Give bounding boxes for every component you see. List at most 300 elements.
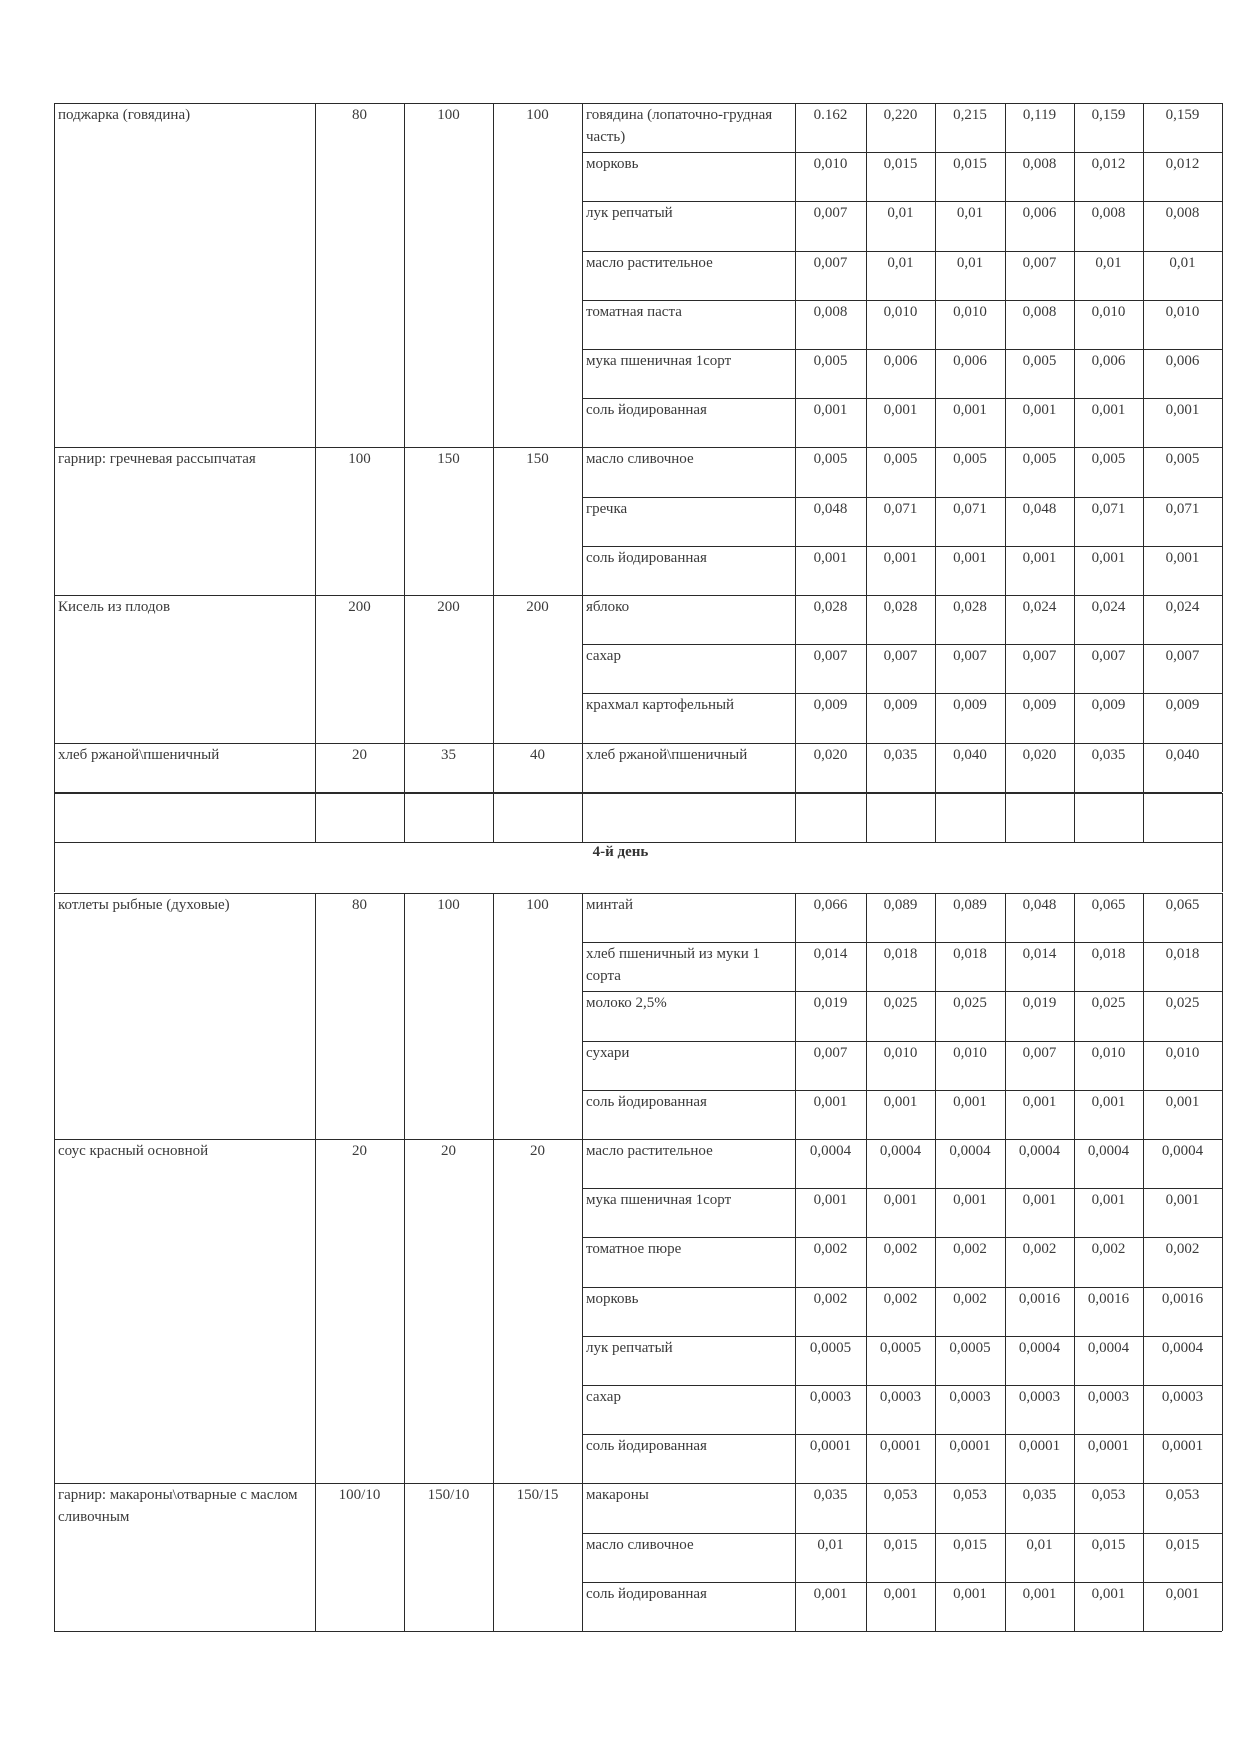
quantity-value: 0,010 bbox=[1165, 1044, 1200, 1061]
quantity-value: 0,019 bbox=[813, 995, 848, 1012]
quantity-value: 0,0001 bbox=[879, 1438, 922, 1455]
quantity-value: 0,01 bbox=[956, 205, 984, 222]
column-divider bbox=[493, 893, 494, 1139]
ingredient-name: яблоко bbox=[586, 599, 630, 615]
quantity-value: 0,015 bbox=[883, 1536, 918, 1553]
quantity-value: 0,007 bbox=[813, 205, 848, 222]
ingredient-name: мука пшеничная 1сорт bbox=[586, 353, 732, 369]
column-divider bbox=[1222, 893, 1223, 1139]
ingredient-name: морковь bbox=[586, 1290, 639, 1307]
quantity-value: 0,0016 bbox=[1161, 1290, 1204, 1307]
quantity-value: 0,0001 bbox=[1087, 1438, 1130, 1455]
row-divider bbox=[582, 1090, 1222, 1091]
quantity-value: 0,002 bbox=[883, 1290, 918, 1307]
quantity-value: 0,001 bbox=[1165, 402, 1200, 419]
column-divider bbox=[935, 893, 936, 1139]
row-divider bbox=[582, 942, 1222, 943]
quantity-value: 0,001 bbox=[1091, 402, 1126, 419]
quantity-value: 0,002 bbox=[883, 1241, 918, 1258]
column-divider bbox=[935, 595, 936, 743]
column-divider bbox=[315, 1139, 316, 1483]
quantity-value: 0,048 bbox=[813, 500, 848, 517]
quantity-value: 0,020 bbox=[813, 746, 848, 763]
quantity-value: 0,020 bbox=[1022, 746, 1057, 763]
ingredient-name: морковь bbox=[586, 156, 639, 173]
row-divider bbox=[582, 201, 1222, 202]
column-divider bbox=[315, 793, 316, 842]
quantity-value: 0,008 bbox=[1022, 156, 1057, 173]
column-divider bbox=[1222, 447, 1223, 595]
quantity-value: 0,01 bbox=[956, 254, 984, 271]
column-divider bbox=[493, 793, 494, 842]
quantity-value: 0,0004 bbox=[809, 1143, 852, 1159]
column-divider bbox=[1143, 793, 1144, 842]
quantity-value: 0,048 bbox=[1022, 897, 1057, 913]
quantity-value: 0,006 bbox=[1022, 205, 1057, 222]
quantity-value: 0,001 bbox=[953, 549, 987, 566]
ingredient-name: масло сливочное bbox=[586, 1536, 694, 1553]
quantity-value: 0,014 bbox=[1022, 946, 1057, 963]
dish-name: хлеб ржаной\пшеничный bbox=[58, 746, 220, 763]
quantity-value: 0,018 bbox=[953, 946, 987, 963]
quantity-value: 0,001 bbox=[1165, 1192, 1200, 1209]
quantity-value: 0,071 bbox=[1165, 500, 1200, 517]
column-divider bbox=[795, 1139, 796, 1483]
quantity-value: 0,015 bbox=[953, 1536, 987, 1553]
quantity-value: 0,0004 bbox=[1087, 1143, 1130, 1159]
quantity-value: 0,009 bbox=[883, 697, 918, 714]
portion-3: 100 bbox=[526, 897, 549, 913]
quantity-value: 0,006 bbox=[1091, 353, 1126, 369]
quantity-value: 0,01 bbox=[1095, 254, 1122, 271]
quantity-value: 0,001 bbox=[883, 549, 918, 566]
quantity-value: 0,0004 bbox=[1161, 1339, 1204, 1356]
portion-3: 100 bbox=[526, 107, 549, 123]
column-divider bbox=[1222, 793, 1223, 842]
ingredient-name: мука пшеничная 1сорт bbox=[586, 1192, 732, 1209]
ingredient-name: макароны bbox=[586, 1487, 649, 1504]
column-divider bbox=[866, 447, 867, 595]
column-divider bbox=[582, 447, 583, 595]
quantity-value: 0,010 bbox=[953, 303, 987, 320]
column-divider bbox=[54, 1139, 55, 1483]
column-divider bbox=[1074, 793, 1075, 842]
quantity-value: 0,005 bbox=[1165, 451, 1200, 468]
quantity-value: 0,001 bbox=[1022, 549, 1057, 566]
quantity-value: 0,053 bbox=[1165, 1487, 1200, 1504]
portion-1: 100/10 bbox=[338, 1487, 381, 1504]
quantity-value: 0,053 bbox=[1091, 1487, 1126, 1504]
row-divider bbox=[54, 793, 1222, 794]
quantity-value: 0,065 bbox=[1165, 897, 1200, 913]
column-divider bbox=[795, 1483, 796, 1631]
quantity-value: 0,0004 bbox=[1018, 1143, 1061, 1159]
column-divider bbox=[1005, 893, 1006, 1139]
quantity-value: 0,025 bbox=[953, 995, 987, 1012]
quantity-value: 0,025 bbox=[1165, 995, 1200, 1012]
quantity-value: 0,035 bbox=[813, 1487, 848, 1504]
column-divider bbox=[54, 103, 55, 447]
column-divider bbox=[315, 893, 316, 1139]
column-divider bbox=[1005, 1483, 1006, 1631]
quantity-value: 0,010 bbox=[1165, 303, 1200, 320]
quantity-value: 0,024 bbox=[1022, 599, 1057, 615]
ingredient-name: сухари bbox=[586, 1044, 630, 1061]
quantity-value: 0,0001 bbox=[809, 1438, 852, 1455]
quantity-value: 0,012 bbox=[1091, 156, 1126, 173]
ingredient-name: минтай bbox=[586, 897, 633, 913]
ingredient-name: лук репчатый bbox=[586, 205, 673, 222]
quantity-value: 0,0001 bbox=[949, 1438, 991, 1455]
quantity-value: 0,01 bbox=[887, 205, 914, 222]
quantity-value: 0,001 bbox=[883, 1585, 918, 1602]
quantity-value: 0,0003 bbox=[1018, 1389, 1061, 1405]
portion-2: 200 bbox=[437, 599, 460, 615]
quantity-value: 0,001 bbox=[813, 549, 848, 566]
row-divider bbox=[582, 1188, 1222, 1189]
quantity-value: 0,007 bbox=[1022, 648, 1057, 665]
ingredient-name: соль йодированная bbox=[586, 1585, 707, 1602]
quantity-value: 0,028 bbox=[813, 599, 848, 615]
column-divider bbox=[315, 103, 316, 447]
column-divider bbox=[866, 1483, 867, 1631]
quantity-value: 0,001 bbox=[953, 1192, 987, 1209]
quantity-value: 0,010 bbox=[883, 303, 918, 320]
quantity-value: 0,01 bbox=[887, 254, 914, 271]
ingredient-name: гречка bbox=[586, 500, 628, 517]
portion-1: 20 bbox=[352, 1143, 367, 1159]
column-divider bbox=[795, 893, 796, 1139]
quantity-value: 0,010 bbox=[1091, 1044, 1126, 1061]
column-divider bbox=[493, 447, 494, 595]
quantity-value: 0,007 bbox=[1022, 1044, 1057, 1061]
column-divider bbox=[866, 595, 867, 743]
column-divider bbox=[866, 793, 867, 842]
quantity-value: 0,001 bbox=[1091, 1192, 1126, 1209]
column-divider bbox=[1074, 1139, 1075, 1483]
quantity-value: 0,006 bbox=[1165, 353, 1200, 369]
ingredient-name: хлеб пшеничный из муки 1 сорта bbox=[586, 946, 761, 985]
row-divider bbox=[582, 152, 1222, 153]
row-divider bbox=[54, 1631, 1222, 1632]
quantity-value: 0,0004 bbox=[879, 1143, 922, 1159]
quantity-value: 0,001 bbox=[1165, 1093, 1200, 1110]
quantity-value: 0,005 bbox=[883, 451, 918, 468]
quantity-value: 0,040 bbox=[1165, 746, 1200, 763]
quantity-value: 0,002 bbox=[1022, 1241, 1057, 1258]
quantity-value: 0,215 bbox=[953, 107, 987, 123]
quantity-value: 0,008 bbox=[1022, 303, 1057, 320]
column-divider bbox=[1143, 1139, 1144, 1483]
row-divider bbox=[582, 1385, 1222, 1386]
column-divider bbox=[1222, 1483, 1223, 1631]
quantity-value: 0,001 bbox=[1091, 1585, 1126, 1602]
quantity-value: 0,015 bbox=[883, 156, 918, 173]
quantity-value: 0,007 bbox=[813, 648, 848, 665]
quantity-value: 0,053 bbox=[953, 1487, 987, 1504]
quantity-value: 0,001 bbox=[883, 402, 918, 419]
column-divider bbox=[582, 1139, 583, 1483]
column-divider bbox=[404, 595, 405, 743]
ingredient-name: лук репчатый bbox=[586, 1339, 673, 1356]
quantity-value: 0,001 bbox=[1022, 1192, 1057, 1209]
column-divider bbox=[315, 447, 316, 595]
quantity-value: 0,015 bbox=[953, 156, 987, 173]
column-divider bbox=[315, 595, 316, 743]
dish-name: гарнир: макароны\отварные с маслом сливочным bbox=[58, 1487, 298, 1526]
quantity-value: 0,220 bbox=[883, 107, 918, 123]
portion-2: 150/10 bbox=[427, 1487, 470, 1504]
quantity-value: 0,001 bbox=[953, 402, 987, 419]
quantity-value: 0,0003 bbox=[949, 1389, 991, 1405]
column-divider bbox=[795, 447, 796, 595]
column-divider bbox=[1074, 103, 1075, 447]
portion-1: 20 bbox=[352, 746, 367, 763]
quantity-value: 0,071 bbox=[883, 500, 918, 517]
quantity-value: 0,089 bbox=[883, 897, 918, 913]
row-divider bbox=[54, 842, 1222, 843]
quantity-value: 0,006 bbox=[883, 353, 918, 369]
quantity-value: 0,01 bbox=[817, 1536, 844, 1553]
column-divider bbox=[1222, 103, 1223, 447]
quantity-value: 0,010 bbox=[1091, 303, 1126, 320]
quantity-value: 0,001 bbox=[813, 1585, 848, 1602]
quantity-value: 0,159 bbox=[1091, 107, 1126, 123]
column-divider bbox=[935, 793, 936, 842]
quantity-value: 0,0003 bbox=[1087, 1389, 1130, 1405]
quantity-value: 0,007 bbox=[813, 1044, 848, 1061]
quantity-value: 0,001 bbox=[813, 1093, 848, 1110]
dish-name: поджарка (говядина) bbox=[58, 107, 191, 123]
column-divider bbox=[1074, 743, 1075, 792]
column-divider bbox=[493, 595, 494, 743]
column-divider bbox=[54, 743, 55, 792]
quantity-value: 0,007 bbox=[1022, 254, 1057, 271]
dish-name: соус красный основной bbox=[58, 1143, 209, 1159]
column-divider bbox=[866, 103, 867, 447]
ingredient-name: масло растительное bbox=[586, 254, 713, 271]
quantity-value: 0,035 bbox=[883, 746, 918, 763]
column-divider bbox=[795, 595, 796, 743]
quantity-value: 0,002 bbox=[813, 1290, 848, 1307]
column-divider bbox=[1074, 447, 1075, 595]
column-divider bbox=[493, 1139, 494, 1483]
column-divider bbox=[493, 103, 494, 447]
column-divider bbox=[54, 1483, 55, 1631]
column-divider bbox=[404, 743, 405, 792]
quantity-value: 0,008 bbox=[1165, 205, 1200, 222]
column-divider bbox=[1222, 743, 1223, 792]
quantity-value: 0,007 bbox=[953, 648, 987, 665]
portion-2: 35 bbox=[441, 746, 456, 763]
portion-2: 100 bbox=[437, 107, 460, 123]
quantity-value: 0,089 bbox=[953, 897, 987, 913]
quantity-value: 0,035 bbox=[1022, 1487, 1057, 1504]
quantity-value: 0,007 bbox=[813, 254, 848, 271]
column-divider bbox=[1005, 447, 1006, 595]
quantity-value: 0,009 bbox=[1091, 697, 1126, 714]
quantity-value: 0,024 bbox=[1091, 599, 1126, 615]
quantity-value: 0,01 bbox=[1026, 1536, 1053, 1553]
ingredient-name: молоко 2,5% bbox=[586, 995, 667, 1012]
column-divider bbox=[1222, 1139, 1223, 1483]
column-divider bbox=[1074, 1483, 1075, 1631]
column-divider bbox=[1005, 793, 1006, 842]
quantity-value: 0,0004 bbox=[1087, 1339, 1130, 1356]
quantity-value: 0,0005 bbox=[809, 1339, 852, 1356]
portion-2: 100 bbox=[437, 897, 460, 913]
row-divider bbox=[582, 300, 1222, 301]
ingredient-name: соль йодированная bbox=[586, 549, 707, 566]
quantity-value: 0,018 bbox=[1091, 946, 1126, 963]
quantity-value: 0,019 bbox=[1022, 995, 1057, 1012]
quantity-value: 0,002 bbox=[813, 1241, 848, 1258]
row-divider bbox=[582, 1434, 1222, 1435]
quantity-value: 0,071 bbox=[953, 500, 987, 517]
quantity-value: 0,0016 bbox=[1018, 1290, 1061, 1307]
row-divider bbox=[582, 398, 1222, 399]
column-divider bbox=[1005, 743, 1006, 792]
column-divider bbox=[54, 447, 55, 595]
row-divider bbox=[582, 644, 1222, 645]
ingredient-name: сахар bbox=[586, 1389, 621, 1405]
column-divider bbox=[404, 1139, 405, 1483]
quantity-value: 0,0003 bbox=[809, 1389, 852, 1405]
quantity-value: 0,005 bbox=[813, 451, 848, 468]
dish-name: котлеты рыбные (духовые) bbox=[58, 897, 230, 913]
quantity-value: 0,001 bbox=[813, 1192, 848, 1209]
ingredient-name: масло растительное bbox=[586, 1143, 713, 1159]
quantity-value: 0,0005 bbox=[879, 1339, 922, 1356]
quantity-value: 0,005 bbox=[1022, 451, 1057, 468]
quantity-value: 0,005 bbox=[1091, 451, 1126, 468]
quantity-value: 0,119 bbox=[1022, 107, 1057, 123]
column-divider bbox=[582, 743, 583, 792]
quantity-value: 0,0004 bbox=[1161, 1143, 1204, 1159]
ingredient-name: томатная паста bbox=[586, 303, 682, 320]
row-divider bbox=[582, 497, 1222, 498]
quantity-value: 0,066 bbox=[813, 897, 848, 913]
quantity-value: 0,015 bbox=[1165, 1536, 1200, 1553]
quantity-value: 0,0003 bbox=[879, 1389, 922, 1405]
quantity-value: 0,008 bbox=[813, 303, 848, 320]
quantity-value: 0,048 bbox=[1022, 500, 1057, 517]
quantity-value: 0,001 bbox=[1165, 549, 1200, 566]
quantity-value: 0,028 bbox=[883, 599, 918, 615]
quantity-value: 0,005 bbox=[953, 451, 987, 468]
column-divider bbox=[866, 1139, 867, 1483]
quantity-value: 0,001 bbox=[1091, 549, 1126, 566]
row-divider bbox=[582, 1582, 1222, 1583]
quantity-value: 0,002 bbox=[1091, 1241, 1126, 1258]
portion-1: 80 bbox=[352, 107, 367, 123]
row-divider bbox=[582, 349, 1222, 350]
quantity-value: 0,035 bbox=[1091, 746, 1126, 763]
quantity-value: 0,007 bbox=[1165, 648, 1200, 665]
column-divider bbox=[866, 893, 867, 1139]
column-divider bbox=[795, 103, 796, 447]
column-divider bbox=[1074, 893, 1075, 1139]
column-divider bbox=[1005, 595, 1006, 743]
quantity-value: 0,0003 bbox=[1161, 1389, 1204, 1405]
portion-1: 80 bbox=[352, 897, 367, 913]
row-divider bbox=[582, 1533, 1222, 1534]
column-divider bbox=[582, 893, 583, 1139]
column-divider bbox=[1143, 1483, 1144, 1631]
quantity-value: 0,001 bbox=[1165, 1585, 1200, 1602]
row-divider bbox=[582, 1041, 1222, 1042]
row-divider bbox=[582, 693, 1222, 694]
quantity-value: 0,001 bbox=[1022, 1585, 1057, 1602]
portion-3: 20 bbox=[530, 1143, 545, 1159]
quantity-value: 0,001 bbox=[953, 1585, 987, 1602]
column-divider bbox=[935, 447, 936, 595]
quantity-value: 0,0004 bbox=[949, 1143, 991, 1159]
column-divider bbox=[54, 793, 55, 842]
column-divider bbox=[404, 893, 405, 1139]
quantity-value: 0,009 bbox=[1165, 697, 1200, 714]
quantity-value: 0,009 bbox=[1022, 697, 1057, 714]
column-divider bbox=[582, 103, 583, 447]
quantity-value: 0,002 bbox=[1165, 1241, 1200, 1258]
portion-1: 200 bbox=[348, 599, 371, 615]
column-divider bbox=[1143, 893, 1144, 1139]
quantity-value: 0,014 bbox=[813, 946, 848, 963]
column-divider bbox=[404, 447, 405, 595]
ingredient-name: говядина (лопаточно-грудная часть) bbox=[586, 107, 773, 145]
quantity-value: 0,001 bbox=[1022, 402, 1057, 419]
row-divider bbox=[582, 1336, 1222, 1337]
quantity-value: 0,065 bbox=[1091, 897, 1126, 913]
quantity-value: 0,025 bbox=[883, 995, 918, 1012]
quantity-value: 0,0005 bbox=[949, 1339, 991, 1356]
ingredient-name: соль йодированная bbox=[586, 1093, 707, 1110]
ingredient-name: крахмал картофельный bbox=[586, 697, 735, 714]
row-divider bbox=[582, 546, 1222, 547]
quantity-value: 0,009 bbox=[953, 697, 987, 714]
quantity-value: 0,005 bbox=[1022, 353, 1057, 369]
ingredient-name: соль йодированная bbox=[586, 402, 707, 419]
portion-2: 20 bbox=[441, 1143, 456, 1159]
quantity-value: 0,010 bbox=[883, 1044, 918, 1061]
quantity-value: 0,002 bbox=[953, 1241, 987, 1258]
quantity-value: 0,0001 bbox=[1018, 1438, 1061, 1455]
ingredient-name: томатное пюре bbox=[586, 1241, 682, 1258]
quantity-value: 0,024 bbox=[1165, 599, 1200, 615]
quantity-value: 0,001 bbox=[883, 1192, 918, 1209]
column-divider bbox=[1143, 595, 1144, 743]
row-divider bbox=[582, 251, 1222, 252]
quantity-value: 0,025 bbox=[1091, 995, 1126, 1012]
quantity-value: 0,009 bbox=[813, 697, 848, 714]
column-divider bbox=[1222, 595, 1223, 743]
quantity-value: 0,053 bbox=[883, 1487, 918, 1504]
quantity-value: 0,006 bbox=[953, 353, 987, 369]
column-divider bbox=[1143, 447, 1144, 595]
quantity-value: 0,005 bbox=[813, 353, 848, 369]
column-divider bbox=[54, 893, 55, 1139]
quantity-value: 0.162 bbox=[813, 107, 848, 123]
quantity-value: 0,001 bbox=[1091, 1093, 1126, 1110]
quantity-value: 0,159 bbox=[1165, 107, 1200, 123]
quantity-value: 0,015 bbox=[1091, 1536, 1126, 1553]
quantity-value: 0,001 bbox=[1022, 1093, 1057, 1110]
quantity-value: 0,012 bbox=[1165, 156, 1200, 173]
column-divider bbox=[582, 1483, 583, 1631]
column-divider bbox=[1005, 103, 1006, 447]
quantity-value: 0,0016 bbox=[1087, 1290, 1130, 1307]
row-divider bbox=[582, 1237, 1222, 1238]
